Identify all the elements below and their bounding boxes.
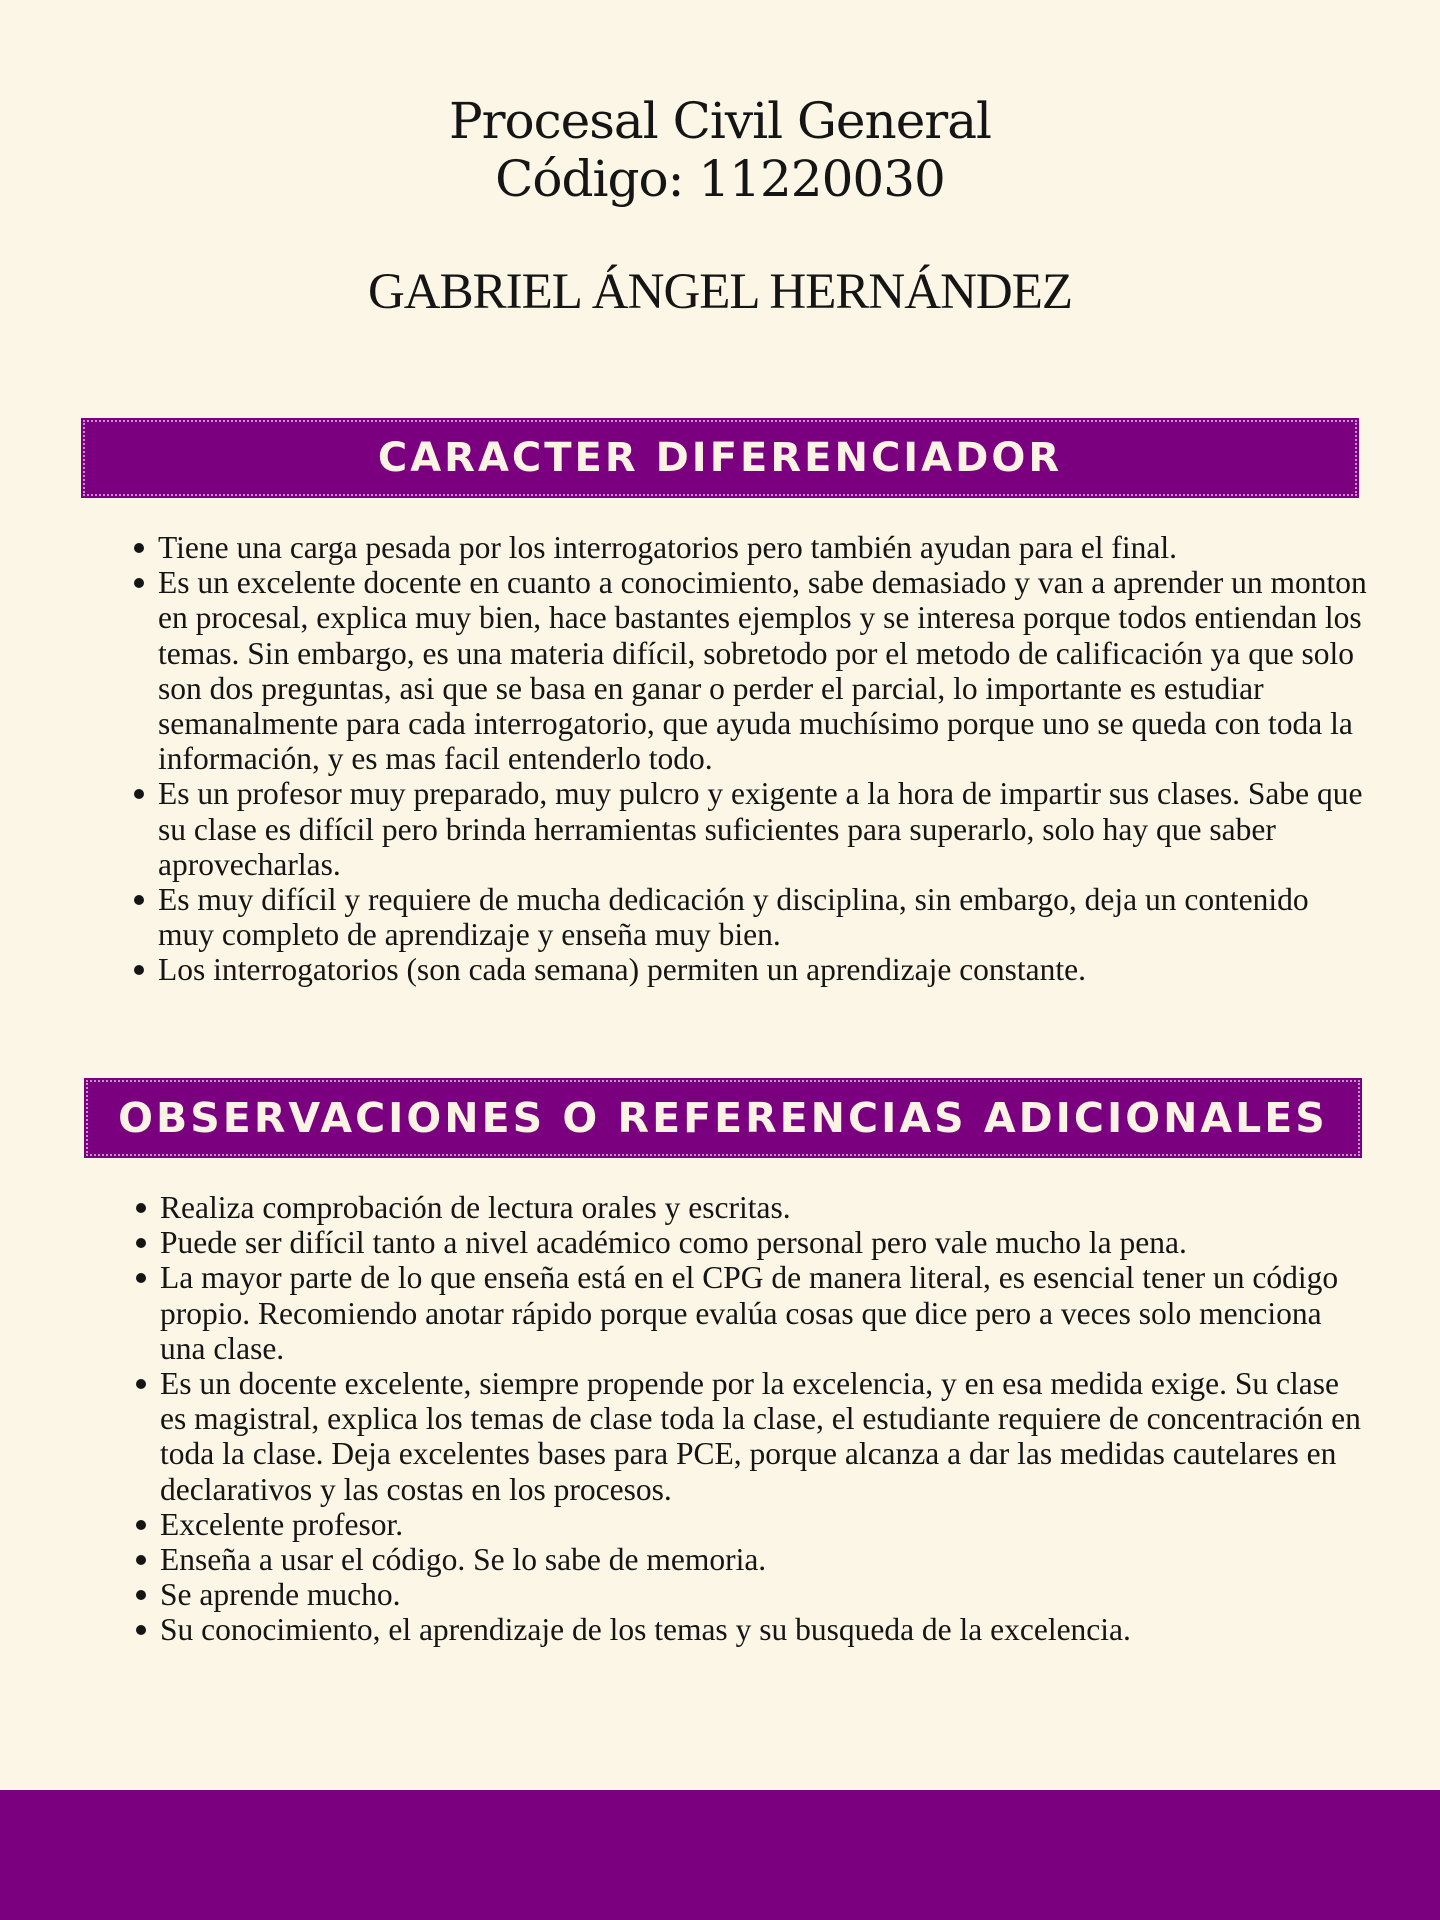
list-item [132, 1542, 1372, 1577]
list-item [130, 565, 1370, 776]
list-item [130, 776, 1370, 882]
list-item-text: Enseña a usar el código. Se lo sabe de memoria. [160, 1542, 767, 1578]
bullet-icon [136, 1555, 146, 1565]
list-item [132, 1612, 1372, 1647]
list-item-text: Es un docente excelente, siempre propende por la excelencia, y en esa medida exige. Su clase es magistral, explica los temas de clase toda la clase, el estudiante requiere de concentración en toda la clase. Deja excelentes bases para PCE, porque alcanza a dar las medidas cautelares en declarativos y las costas en los procesos. [160, 1366, 1361, 1507]
section-heading-observaciones: OBSERVACIONES O REFERENCIAS ADICIONALES [84, 1078, 1362, 1158]
bullet-icon [134, 578, 144, 588]
bullet-icon [136, 1238, 146, 1248]
bullet-icon [136, 1520, 146, 1530]
bullet-icon [134, 895, 144, 905]
section-heading-caracter-diferenciador: CARACTER DIFERENCIADOR [81, 418, 1359, 498]
list-item-text: Se aprende mucho. [160, 1577, 401, 1613]
list-item [132, 1577, 1372, 1612]
list-item-text: Es muy difícil y requiere de mucha dedicación y disciplina, sin embargo, deja un contenido muy completo de aprendizaje y enseña muy bien. [158, 882, 1309, 953]
list-item [132, 1507, 1372, 1542]
list-item [130, 530, 1370, 565]
bullet-icon [134, 965, 144, 975]
list-item-text: Puede ser difícil tanto a nivel académico como personal pero vale mucho la pena. [160, 1225, 1187, 1261]
list-item [132, 1225, 1372, 1260]
list-item-text: Su conocimiento, el aprendizaje de los temas y su busqueda de la excelencia. [160, 1612, 1131, 1648]
bullet-icon [134, 789, 144, 799]
list-item-text: Excelente profesor. [160, 1506, 404, 1542]
list-item [130, 952, 1370, 987]
list-item-text: La mayor parte de lo que enseña está en el CPG de manera literal, es esencial tener un código propio. Recomiendo anotar rápido porque evalúa cosas que dice pero a veces solo menciona una clase. [160, 1260, 1339, 1366]
list-item-text: Es un profesor muy preparado, muy pulcro y exigente a la hora de impartir sus clases. Sabe que su clase es difícil pero brinda herramientas suficientes para superarlo, solo hay que saber aprovecharlas. [158, 776, 1363, 882]
course-code: Código: 11220030 [495, 150, 945, 208]
list-item-text: Realiza comprobación de lectura orales y escritas. [160, 1190, 791, 1225]
bullet-icon [134, 543, 144, 553]
caracter-diferenciador-list [130, 530, 1370, 988]
bullet-icon [136, 1203, 146, 1213]
list-item-text: Tiene una carga pesada por los interrogatorios pero también ayudan para el final. [158, 530, 1178, 565]
observaciones-list [132, 1190, 1372, 1648]
bullet-icon [136, 1625, 146, 1635]
list-item [132, 1260, 1372, 1366]
bullet-icon [136, 1590, 146, 1600]
list-item [132, 1366, 1372, 1507]
document-header [0, 92, 1440, 208]
teacher-name: GABRIEL ÁNGEL HERNÁNDEZ [367, 264, 1073, 320]
list-item [132, 1190, 1372, 1225]
course-title: Procesal Civil General [449, 92, 991, 150]
bullet-icon [136, 1379, 146, 1389]
footer-bar [0, 1790, 1440, 1920]
bullet-icon [136, 1273, 146, 1283]
list-item-text: Los interrogatorios (son cada semana) permiten un aprendizaje constante. [158, 952, 1087, 988]
list-item-text: Es un excelente docente en cuanto a conocimiento, sabe demasiado y van a aprender un monton en procesal, explica muy bien, hace bastantes ejemplos y se interesa porque todos entiendan los temas. Sin embargo, es una materia difícil, sobretodo por el metodo de calificación ya que solo son dos preguntas, asi que se basa en ganar o perder el parcial, lo importante es estudiar semanalmente para cada interrogatorio, que ayuda muchísimo porque uno se queda con toda la información, y es mas facil entenderlo todo. [158, 565, 1367, 777]
list-item [130, 882, 1370, 952]
